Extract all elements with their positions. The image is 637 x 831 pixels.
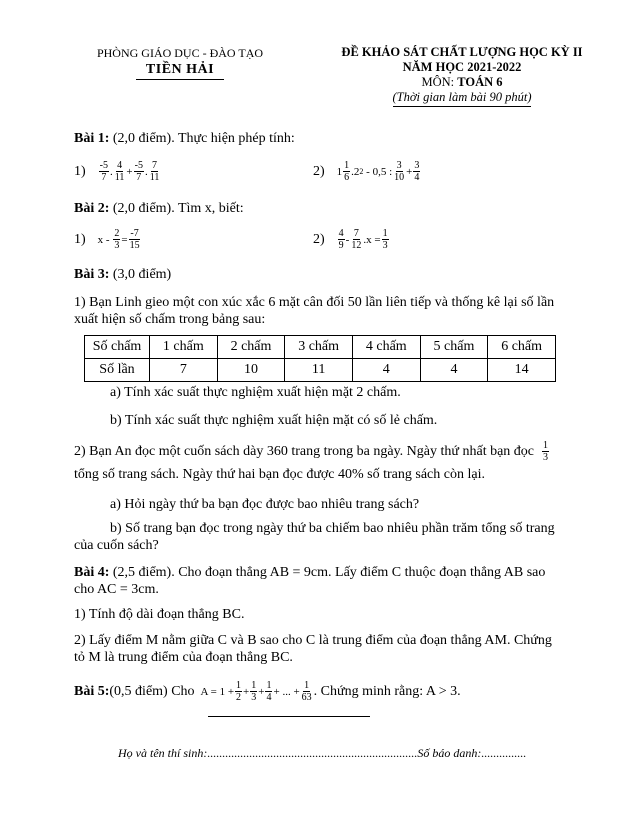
subject: TOÁN 6: [457, 75, 503, 89]
table-cell: 3 chấm: [285, 336, 353, 359]
candidate-name-label: Họ và tên thí sinh:: [118, 746, 208, 760]
bai4-question-2-2: tỏ M là trung điểm của đoạn thẳng BC.: [74, 650, 293, 665]
bai3-question-b: b) Tính xác suất thực nghiệm xuất hiện mặt có số lẻ chấm.: [110, 413, 438, 428]
header-right: [292, 45, 632, 107]
bai5-expression: A = 1 + $\frac{1}{2}$ + $\frac{1}{3}$ + $\frac{1}{4}$ + ... + $\frac{1}{63}$: [200, 680, 312, 703]
bai4-heading: [74, 564, 545, 582]
bai3-heading: [74, 266, 171, 284]
candidate-name-dots: ......................................................................: [207, 746, 418, 760]
bai2-expr-2: $\frac{4}{9}$ - $\frac{7}{12}$ .x = $\frac{1}{3}$: [338, 228, 388, 251]
table-row: [85, 359, 556, 382]
bai3-intro-2: xuất hiện số chấm trong bảng sau:: [74, 312, 266, 327]
table-cell: 5 chấm: [420, 336, 488, 359]
bai3-intro-1: 1) Bạn Linh gieo một con xúc xắc 6 mặt cân đối 50 lần liên tiếp và thống kê lại số lần: [74, 295, 555, 310]
bai2-part1: [74, 228, 142, 251]
bai1-expr-2: 1 $\frac{1}{6}$ .2 2 - 0,5 : $\frac{3}{10}$ + $\frac{3}{4}$: [336, 160, 420, 183]
table-cell: 10: [217, 359, 285, 382]
bai3-title: Bài 3:: [74, 267, 110, 282]
bai3-part2-text: 2) Bạn An đọc một cuốn sách dày 360 trang trong ba ngày. Ngày thứ nhất bạn đọc: [74, 443, 535, 459]
bai2-part2: [313, 228, 390, 251]
bai4-text-2: cho AC = 3cm.: [74, 582, 159, 597]
table-cell: 4 chấm: [352, 336, 420, 359]
footer: [118, 746, 526, 761]
table-cell: 7: [150, 359, 218, 382]
bai5-tail: . Chứng minh rằng: A > 3.: [313, 683, 461, 699]
bai1-expr-1: $\frac{-5}{7}$ . $\frac{4}{11}$ + $\frac{-5}{7}$ . $\frac{7}{11}$: [99, 160, 160, 183]
bai5-text: (0,5 điểm) Cho: [109, 683, 195, 699]
bai4-question-2-1: 2) Lấy điểm M nằm giữa C và B sao cho C là trung điểm của đoạn thẳng AM. Chứng: [74, 633, 552, 648]
table-cell: 14: [488, 359, 556, 382]
exam-time: (Thời gian làm bài 90 phút): [393, 90, 532, 107]
exam-title: ĐỀ KHẢO SÁT CHẤT LƯỢNG HỌC KỲ II: [341, 45, 583, 59]
table-cell: 11: [285, 359, 353, 382]
bai3-part2-line1: [74, 440, 564, 463]
table-cell: Số chấm: [85, 336, 150, 359]
bai5-title: Bài 5:: [74, 683, 110, 699]
bai1-heading: [74, 130, 295, 148]
bai4-title: Bài 4:: [74, 565, 110, 580]
section-divider: [208, 716, 370, 717]
candidate-number-label: Số báo danh:: [417, 746, 482, 760]
bai3-text: (3,0 điểm): [109, 267, 172, 282]
bai2-text: (2,0 điểm). Tìm x, biết:: [109, 201, 244, 216]
table-cell: 1 chấm: [150, 336, 218, 359]
bai3-part2-question-a: a) Hỏi ngày thứ ba bạn đọc được bao nhiêu trang sách?: [110, 497, 420, 512]
bai2-label-2: 2): [313, 231, 325, 247]
bai1-label-1: 1): [74, 163, 86, 179]
bai2-label-1: 1): [74, 231, 86, 247]
table-cell: 2 chấm: [217, 336, 285, 359]
one-third-fraction: $\frac{1}{3}$: [543, 440, 549, 463]
table-cell: 6 chấm: [488, 336, 556, 359]
table-cell: 4: [352, 359, 420, 382]
bai1-part1: [74, 160, 161, 183]
candidate-number-dots: ...............: [481, 746, 527, 760]
bai1-text: (2,0 điểm). Thực hiện phép tính:: [109, 131, 295, 146]
bai4-text-1: (2,5 điểm). Cho đoạn thẳng AB = 9cm. Lấy điểm C thuộc đoạn thẳng AB sao: [109, 565, 546, 580]
bai4-question-1: 1) Tính độ dài đoạn thẳng BC.: [74, 607, 245, 622]
table-cell: Số lần: [85, 359, 150, 382]
bai1-title: Bài 1:: [74, 131, 110, 146]
school-year: NĂM HỌC 2021-2022: [402, 60, 522, 74]
district-name: TIỀN HẢI: [136, 62, 224, 80]
bai2-heading: [74, 200, 244, 218]
table-cell: 4: [420, 359, 488, 382]
table-row: [85, 336, 556, 359]
bai3-part2-question-b-2: của cuốn sách?: [74, 538, 159, 553]
dice-table: [84, 335, 556, 382]
bai3-question-a: a) Tính xác suất thực nghiệm xuất hiện mặt 2 chấm.: [110, 385, 401, 400]
bai1-part2: [313, 160, 421, 183]
bai1-label-2: 2): [313, 163, 325, 179]
bai2-expr-1: x - $\frac{2}{3}$ = $\frac{-7}{15}$: [97, 228, 140, 251]
bai5-line: [74, 680, 461, 703]
department-name: PHÒNG GIÁO DỤC - ĐÀO TẠO: [96, 46, 264, 60]
bai3-part2-line2: tổng số trang sách. Ngày thứ hai bạn đọc được 40% số trang sách còn lại.: [74, 467, 485, 482]
bai2-title: Bài 2:: [74, 201, 110, 216]
bai3-part2-question-b-1: b) Số trang bạn đọc trong ngày thứ ba chiếm bao nhiêu phần trăm tổng số trang: [110, 521, 555, 536]
header-left: [60, 46, 300, 80]
subject-label: MÔN:: [421, 75, 458, 89]
